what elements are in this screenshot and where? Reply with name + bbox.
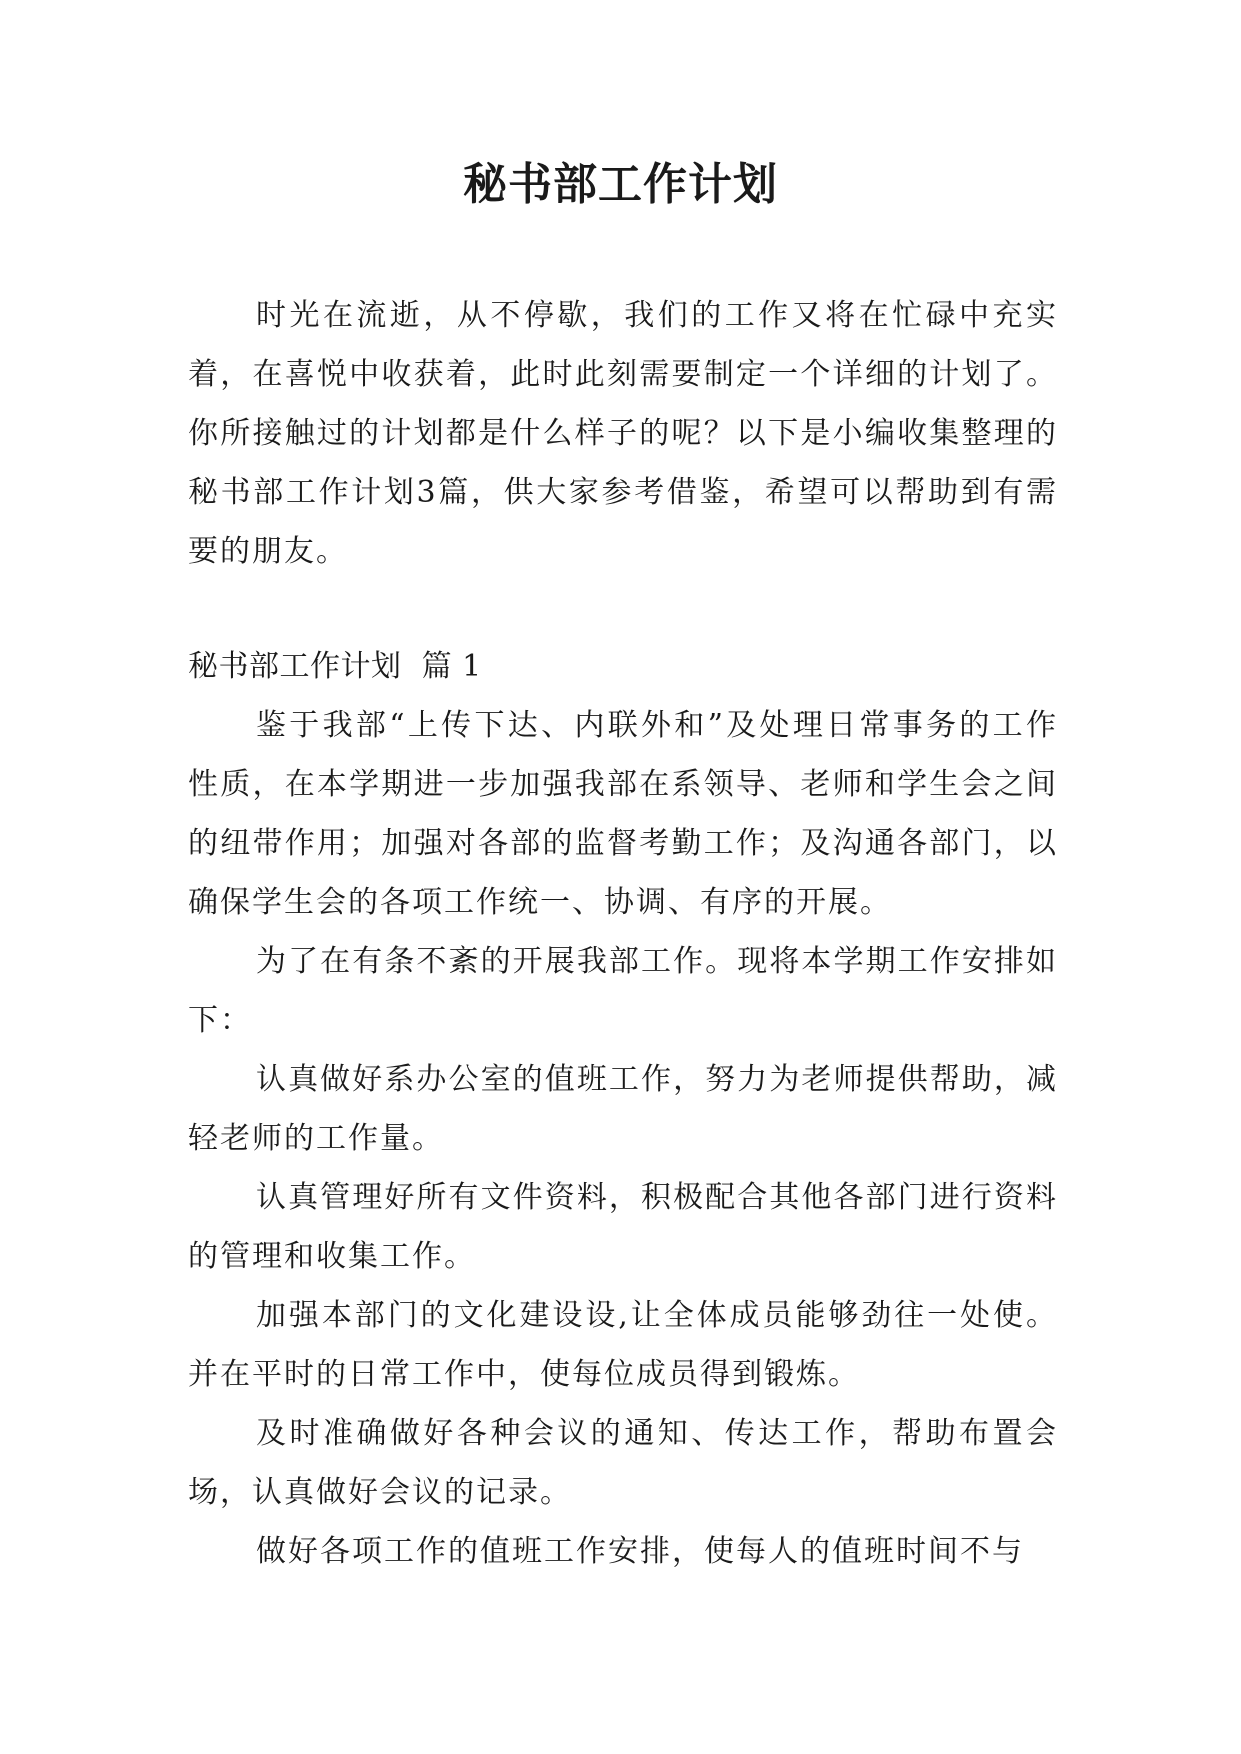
document-title: 秘书部工作计划 [463,159,778,210]
body-paragraph: 为了在有条不紊的开展我部工作。现将本学期工作安排如下： [188,944,1058,1038]
body-paragraph: 认真管理好所有文件资料，积极配合其他各部门进行资料的管理和收集工作。 [188,1180,1058,1274]
body-paragraph: 加强本部门的文化建设设,让全体成员能够劲往一处使。并在平时的日常工作中，使每位成员得到锻炼。 [188,1298,1058,1392]
body-paragraph: 认真做好系办公室的值班工作，努力为老师提供帮助，减轻老师的工作量。 [188,1062,1058,1156]
intro-paragraph: 时光在流逝，从不停歇，我们的工作又将在忙碌中充实着，在喜悦中收获着，此时此刻需要制定一个详细的计划了。你所接触过的计划都是什么样子的呢？以下是小编收集整理的秘书部工作计划3篇，供大家参考借鉴，希望可以帮助到有需要的朋友。 [188,298,1058,569]
section-heading: 秘书部工作计划 篇 1 [188,649,482,684]
body-paragraph: 及时准确做好各种会议的通知、传达工作，帮助布置会场，认真做好会议的记录。 [188,1416,1058,1510]
section-1 [188,637,1058,1581]
body-paragraph: 鉴于我部“上传下达、内联外和”及处理日常事务的工作性质，在本学期进一步加强我部在系领导、老师和学生会之间的纽带作用；加强对各部的监督考勤工作；及沟通各部门，以确保学生会的各项工作统一、协调、有序的开展。 [188,708,1058,920]
body-paragraph: 做好各项工作的值班工作安排，使每人的值班时间不与 [256,1534,1024,1569]
